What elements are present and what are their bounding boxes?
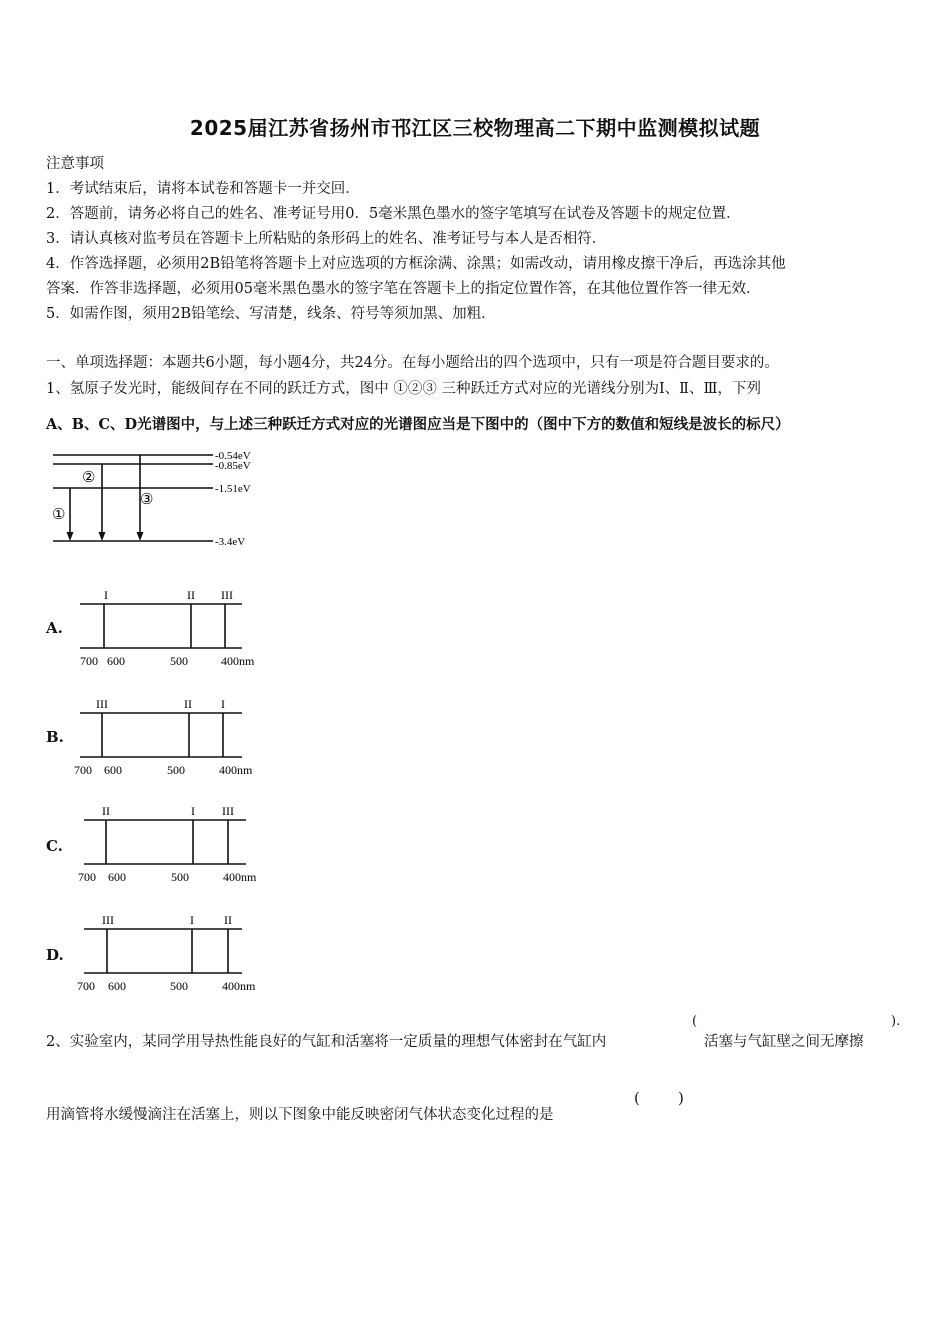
option-d-spectrum	[70, 908, 280, 998]
transition-label-3: ③	[140, 492, 154, 508]
spectral-line-label: I	[104, 588, 108, 602]
option-d-label: D.	[46, 946, 64, 964]
scale-tick-500: 500	[170, 654, 188, 668]
scale-tick-600: 600	[108, 870, 126, 884]
option-c-label: C.	[46, 837, 63, 855]
scale-tick-700: 700	[80, 654, 98, 668]
spectral-line-label: III	[102, 913, 114, 927]
option-c-spectrum	[70, 800, 280, 890]
question-2-line-1b: 活塞与气缸壁之间无摩擦	[704, 1034, 864, 1050]
question-2-line-1a: 2、实验室内，某同学用导热性能良好的气缸和活塞将一定质量的理想气体密封在气缸内	[46, 1034, 607, 1050]
question-2-paren-open: (	[692, 1014, 698, 1029]
note-item-5: 5．如需作图，须用2B铅笔绘、写清楚，线条、符号等须加黑、加粗．	[46, 306, 496, 322]
spectral-line-label: II	[184, 697, 192, 711]
level-label-151: -1.51eV	[215, 483, 251, 495]
scale-tick-400: 400nm	[223, 870, 257, 884]
scale-tick-400: 400nm	[221, 654, 255, 668]
option-a-spectrum	[70, 584, 280, 674]
note-item-1: 1．考试结束后，请将本试卷和答题卡一并交回．	[46, 181, 360, 197]
question-2-answer-paren: ( )	[634, 1089, 684, 1107]
question-2-paren-close: ).	[891, 1014, 901, 1029]
note-item-2: 2．答题前，请务必将自己的姓名、准考证号用0．5毫米黑色墨水的签字笔填写在试卷及答题卡的规定位置．	[46, 206, 741, 222]
spectral-line-label: III	[222, 804, 234, 818]
scale-tick-500: 500	[167, 763, 185, 777]
transition-label-1: ①	[52, 507, 66, 523]
scale-tick-600: 600	[107, 654, 125, 668]
question-1-line-1: 1、氢原子发光时，能级间存在不同的跃迁方式，图中 ①②③ 三种跃迁方式对应的光谱线分别为Ⅰ、Ⅱ、Ⅲ，下列	[46, 381, 762, 397]
spectral-line-label: I	[191, 804, 195, 818]
option-b-spectrum	[70, 693, 280, 783]
note-item-4-cont: 答案．作答非选择题，必须用05毫米黑色墨水的签字笔在答题卡上的指定位置作答，在其他位置作答一律无效．	[46, 281, 761, 297]
scale-tick-700: 700	[77, 979, 95, 993]
scale-tick-600: 600	[104, 763, 122, 777]
energy-level-diagram	[40, 445, 300, 555]
scale-tick-700: 700	[74, 763, 92, 777]
question-1-line-2: A、B、C、D光谱图中，与上述三种跃迁方式对应的光谱图应当是下图中的（图中下方的数值和短线是波长的标尺）	[46, 416, 790, 433]
spectral-line-label: III	[96, 697, 108, 711]
spectral-line-label: III	[221, 588, 233, 602]
option-b-label: B.	[46, 728, 64, 746]
transition-label-2: ②	[82, 470, 96, 486]
scale-tick-700: 700	[78, 870, 96, 884]
spectral-line-label: II	[102, 804, 110, 818]
scale-tick-400: 400nm	[222, 979, 256, 993]
level-label-054: -0.54eV	[215, 450, 251, 462]
note-item-4: 4．作答选择题，必须用2B铅笔将答题卡上对应选项的方框涂满、涂黑；如需改动，请用橡皮擦干净后，再选涂其他	[46, 256, 786, 272]
option-a-label: A.	[46, 619, 63, 637]
note-item-3: 3．请认真核对监考员在答题卡上所粘贴的条形码上的姓名、准考证号与本人是否相符．	[46, 231, 607, 247]
question-2-line-2: 用滴管将水缓慢滴注在活塞上，则以下图象中能反映密闭气体状态变化过程的是	[46, 1107, 554, 1123]
notes-heading: 注意事项	[46, 156, 104, 172]
spectral-line-label: II	[224, 913, 232, 927]
spectral-line-label: I	[190, 913, 194, 927]
scale-tick-500: 500	[171, 870, 189, 884]
level-label-34: -3.4eV	[215, 536, 246, 548]
scale-tick-600: 600	[108, 979, 126, 993]
level-label-085: -0.85eV	[215, 460, 251, 472]
spectral-line-label: I	[221, 697, 225, 711]
spectral-line-label: II	[187, 588, 195, 602]
scale-tick-500: 500	[170, 979, 188, 993]
page-title: 2025届江苏省扬州市邗江区三校物理高二下期中监测模拟试题	[189, 116, 761, 140]
scale-tick-400: 400nm	[219, 763, 253, 777]
section-1-heading: 一、单项选择题：本题共6小题，每小题4分，共24分。在每小题给出的四个选项中，只有一项是符合题目要求的。	[46, 355, 779, 371]
